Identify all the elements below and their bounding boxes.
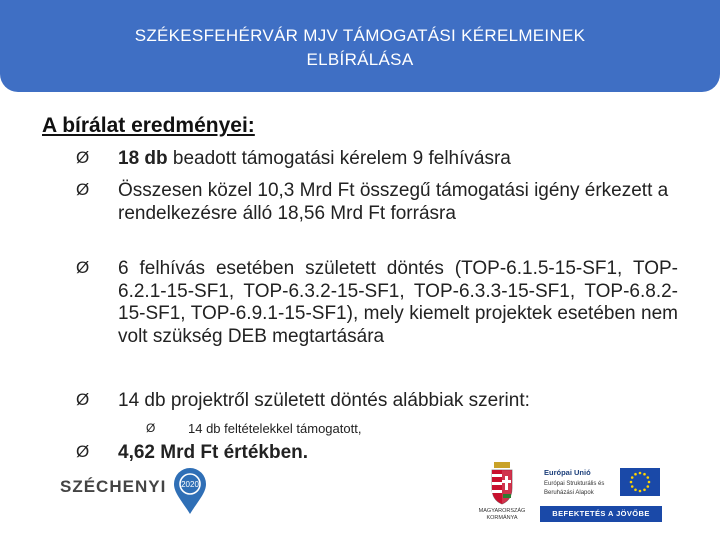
slide-title — [0, 24, 720, 72]
arrow-bullet-icon: Ø — [76, 180, 90, 199]
section-heading: A bírálat eredményei: — [42, 114, 255, 137]
coat-caption — [470, 508, 534, 522]
eu-title: Európai Unió — [544, 468, 591, 477]
bullet-text: 6 felhívás esetében született döntés (TOP-6.1.5-15-SF1, TOP-6.2.1-15-SF1, TOP-6.3.2-15-SF1, TOP-6.3.3-15-SF1, TOP-6.8.2-15-SF1, TOP-6.9.1-15-SF1), mely kiemelt projektek esetében nem volt szükség DEB megtartására — [118, 258, 678, 347]
szechenyi-year: 2020 — [181, 480, 199, 489]
bullet-text: 4,62 Mrd Ft értékben. — [118, 442, 309, 463]
eu-subtitle: Európai Strukturális és Beruházási Alapok — [544, 481, 605, 496]
slide-title-line-2: ELBÍRÁLÁSA — [306, 50, 414, 69]
hungary-coat-of-arms — [470, 460, 534, 526]
arrow-bullet-icon: Ø — [76, 258, 90, 277]
eu-slogan-band: BEFEKTETÉS A JÖVŐBE — [540, 506, 662, 522]
arrow-bullet-icon: Ø — [76, 390, 90, 409]
bullet-regular-text: beadott támogatási kérelem 9 felhívásra — [167, 148, 511, 169]
bullet-text — [118, 148, 678, 171]
coat-of-arms-icon — [470, 460, 534, 506]
bullet-text: Összesen közel 10,3 Mrd Ft összegű támogatási igény érkezett a rendelkezésre álló 18,56 Mrd Ft forrásra — [118, 180, 669, 224]
bullet-text: 14 db projektről született döntés alábbiak szerint: — [118, 390, 530, 411]
szechenyi-logo-word: SZÉCHENYI — [60, 477, 167, 496]
bullet-bold-text: 18 db — [118, 148, 168, 169]
sub-bullet-text: 14 db feltételekkel támogatott, — [188, 421, 362, 436]
title-banner — [0, 0, 720, 92]
arrow-bullet-icon: Ø — [76, 442, 90, 461]
coat-caption-line-1: MAGYARORSZÁG — [478, 508, 526, 514]
arrow-bullet-icon: Ø — [146, 421, 156, 435]
coat-caption-line-2: KORMÁNYA — [486, 515, 518, 521]
arrow-bullet-icon: Ø — [76, 148, 90, 167]
slide-title-line-1: SZÉKESFEHÉRVÁR MJV TÁMOGATÁSI KÉRELMEINEK — [134, 26, 586, 45]
szechenyi-2020-logo — [60, 463, 210, 515]
location-pin-icon — [172, 467, 208, 515]
eu-funding-logo — [540, 462, 662, 522]
eu-flag-icon — [620, 468, 660, 496]
